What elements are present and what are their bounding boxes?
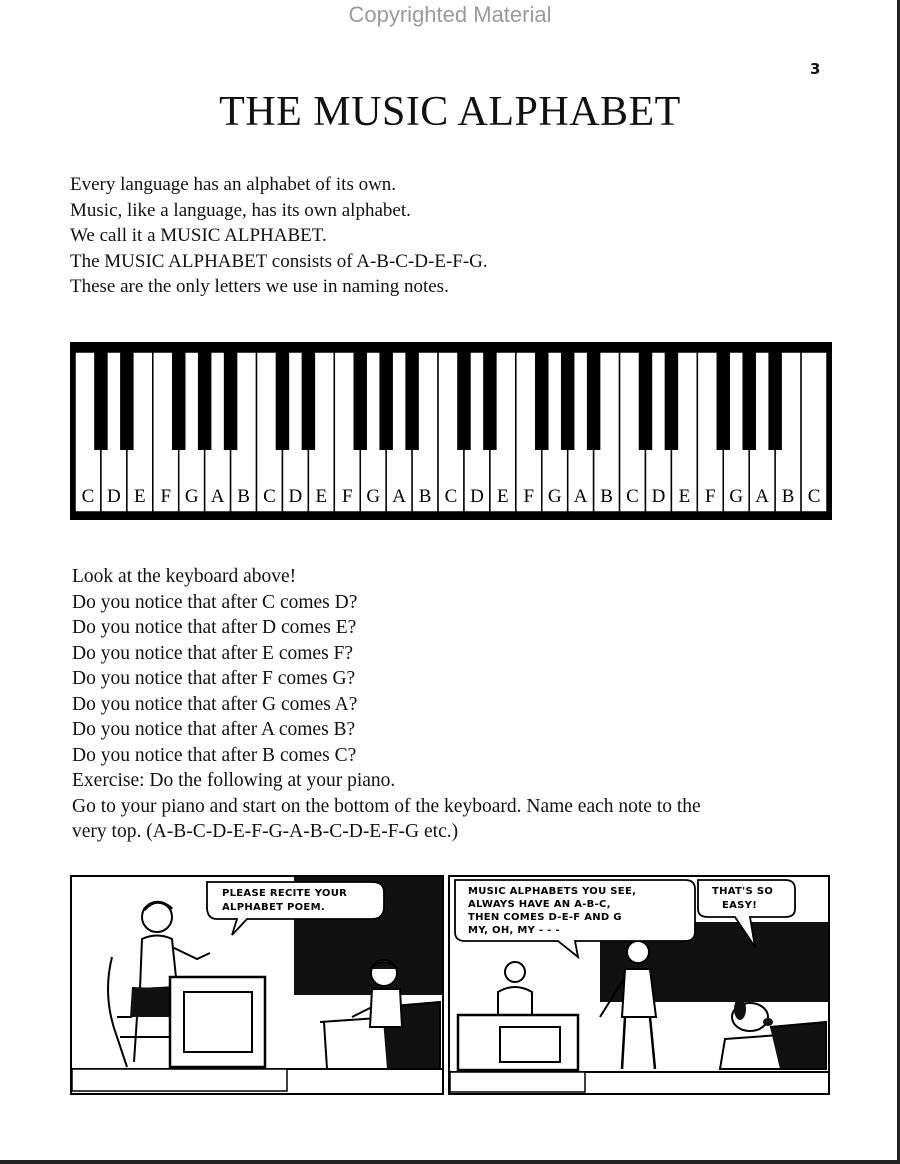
comic-panel-student [448,875,830,1095]
panel2-bubble2-line: EASY! [722,900,758,911]
comic-panel-2-illustration [450,877,828,1093]
exercise-instruction: very top. (A-B-C-D-E-F-G-A-B-C-D-E-F-G etc.) [72,821,459,842]
question-line: Do you notice that after C comes D? [72,591,358,613]
comic-panel-teacher [70,875,444,1095]
white-key-label: B [600,486,613,507]
black-key [535,352,548,450]
black-key [224,352,237,450]
white-key-label: C [444,486,458,507]
black-key [665,352,678,450]
white-key-label: G [366,486,381,507]
piano-keyboard-svg [70,342,832,520]
black-key [483,352,496,450]
page-number: 3 [810,60,821,78]
piano-keyboard-diagram [70,342,832,520]
white-key-label: B [781,486,795,507]
white-key-label: C [626,486,639,507]
black-key [457,352,470,450]
white-key-label: F [341,486,353,507]
white-key-label: E [678,486,691,507]
white-key-label: D [107,486,121,507]
black-key [94,352,107,450]
black-key [561,352,574,450]
white-key-label: B [237,486,250,507]
comic-panel-1-illustration [72,877,442,1093]
question-line: Do you notice that after B comes C? [72,744,357,766]
black-key [120,352,133,450]
black-key [405,352,418,450]
intro-paragraph [70,172,850,300]
white-key-label: D [470,486,484,507]
black-key [379,352,392,450]
page-bottom-edge [0,1160,900,1164]
question-line: Do you notice that after F comes G? [72,668,356,689]
black-key [639,352,652,450]
intro-line: We call it a MUSIC ALPHABET. [70,225,327,246]
question-line: Do you notice that after E comes F? [72,642,354,664]
questions-section [72,564,862,845]
black-key [353,352,366,450]
panel2-bubble-line: MUSIC ALPHABETS YOU SEE, [468,886,637,897]
black-key [302,352,315,450]
white-key-label: E [134,486,146,507]
white-key-label: G [729,486,744,507]
white-key-label: C [807,486,821,507]
copyright-watermark: Copyrighted Material [348,2,552,27]
question-line: Do you notice that after D comes E? [72,617,357,638]
panel1-bubble-line: PLEASE RECITE YOUR [222,888,348,899]
white-key-label: F [705,486,716,507]
white-key-label: C [263,486,276,507]
panel2-bubble-line: MY, OH, MY - - - [468,925,560,936]
white-key-label: D [651,486,666,507]
question-line: Look at the keyboard above! [72,566,297,587]
intro-line: Music, like a language, has its own alphabet. [70,199,411,221]
white-key-label: F [523,486,535,507]
panel2-bubble2-line: THAT'S SO [712,886,774,897]
white-key-label: A [573,486,588,507]
comic-strip [70,875,830,1093]
black-key [198,352,211,450]
white-key-label: G [184,486,199,507]
black-key [276,352,289,450]
white-key-label: E [497,486,509,507]
intro-line: These are the only letters we use in naming notes. [70,276,449,297]
intro-line: The MUSIC ALPHABET consists of A-B-C-D-E-F-G. [70,250,488,272]
black-key [717,352,730,450]
white-key-label: A [210,486,225,507]
intro-line: Every language has an alphabet of its own. [70,174,397,195]
white-key-label: A [392,486,407,507]
page-title: THE MUSIC ALPHABET [219,89,681,135]
panel2-bubble-line: THEN COMES D-E-F AND G [468,912,622,923]
white-key-label: F [160,486,172,507]
black-key [768,352,781,450]
panel1-bubble-line: ALPHABET POEM. [222,902,325,913]
white-key-label: A [755,486,770,507]
white-key-label: B [418,486,432,507]
white-key-label: D [288,486,303,507]
exercise-heading: Exercise: Do the following at your piano. [72,770,396,791]
black-key [172,352,185,450]
white-key-label: G [547,486,562,507]
white-key-label: C [81,486,95,507]
black-key [742,352,755,450]
panel2-bubble-line: ALWAYS HAVE AN A-B-C, [468,899,611,910]
question-line: Do you notice that after A comes B? [72,719,356,740]
question-line: Do you notice that after G comes A? [72,693,358,715]
exercise-instruction: Go to your piano and start on the bottom of the keyboard. Name each note to the [72,795,701,817]
white-key-label: E [315,486,328,507]
black-key [587,352,600,450]
